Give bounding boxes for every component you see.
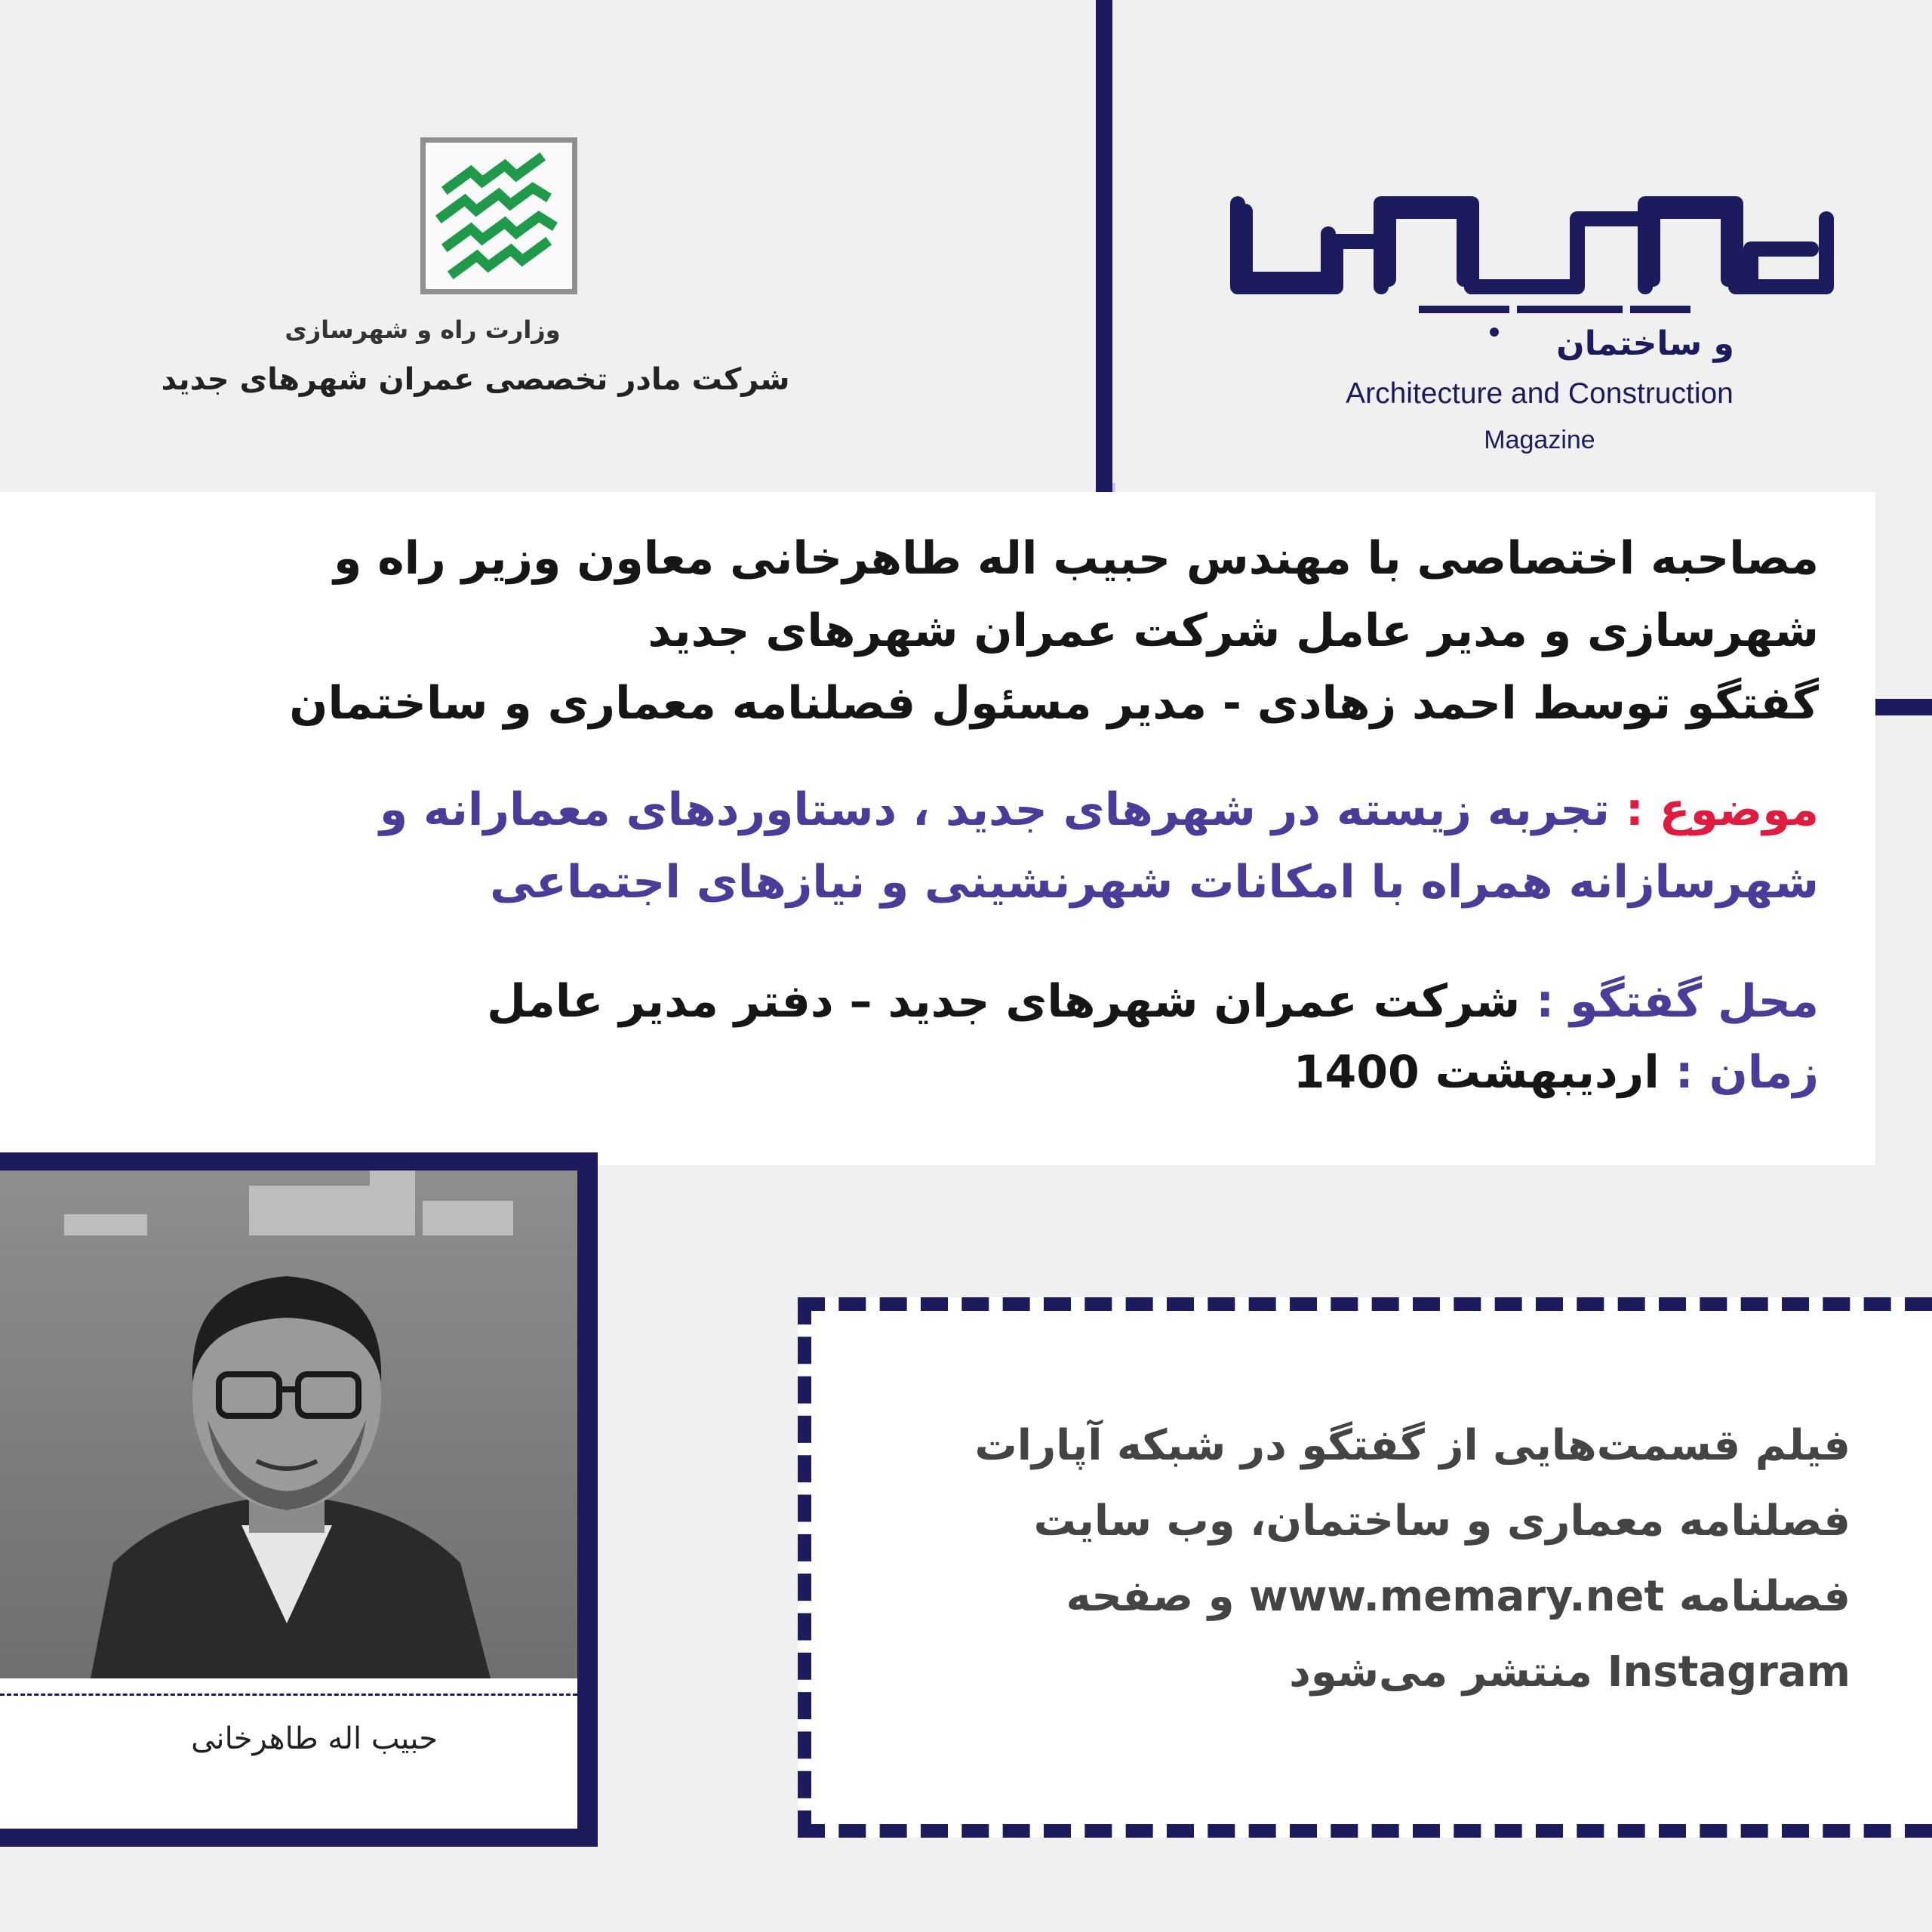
headline-line-1: مصاحبه اختصاصی با مهندس حبیب اله طاهرخانی معاون وزیر راه و — [334, 532, 1819, 585]
interview-card — [0, 492, 1875, 1165]
place-value: شرکت عمران شهرهای جدید – دفتر مدیر عامل — [487, 975, 1521, 1028]
topic-line-2: شهرسازانه همراه با امکانات شهرنشینی و نیازهای اجتماعی — [490, 856, 1819, 909]
magazine-logo-subtitle: و ساختمان — [1556, 325, 1734, 363]
time-value: اردیبهشت 1400 — [1293, 1046, 1660, 1099]
topic-line-1 — [91, 783, 1819, 836]
ministry-name: وزارت راه و شهرسازی — [285, 315, 561, 344]
time-line — [91, 1046, 1819, 1099]
magazine-name-en-sub: Magazine — [1484, 426, 1595, 454]
info-line-1: فیلم قسمت‌هایی از گفتگو در شبکه آپارات — [974, 1421, 1850, 1470]
magazine-logo — [1223, 174, 1849, 370]
headline-line-3: گفتگو توسط احمد زهادی - مدیر مسئول فصلنامه معماری و ساختمان — [289, 677, 1819, 730]
time-label: زمان : — [1675, 1046, 1819, 1099]
info-text — [860, 1408, 1850, 1710]
info-line-4: Instagram منتشر می‌شود — [1289, 1647, 1850, 1697]
company-name: شرکت مادر تخصصی عمران شهرهای جدید — [161, 362, 790, 397]
info-line-2: فصلنامه معماری و ساختمان، وب سایت — [1033, 1497, 1850, 1546]
frame-line-horizontal — [1870, 699, 1932, 715]
portrait-caption: حبیب اله طاهرخانی — [191, 1721, 438, 1756]
place-label: محل گفتگو : — [1536, 975, 1819, 1028]
info-line-3: فصلنامه www.memary.net و صفحه — [1066, 1572, 1850, 1621]
topic-label: موضوع : — [1625, 783, 1819, 836]
topic-text-1: تجربه زیسته در شهرهای جدید ، دستاوردهای معمارانه و — [379, 783, 1610, 836]
place-line — [91, 975, 1819, 1028]
portrait-photo — [0, 1171, 577, 1678]
headline-line-2: شهرسازی و مدیر عامل شرکت عمران شهرهای جدید — [648, 605, 1819, 657]
caption-divider — [0, 1694, 577, 1696]
frame-line-vertical — [1096, 0, 1112, 498]
ministry-logo-icon — [420, 137, 577, 294]
magazine-name-en: Architecture and Construction — [1346, 377, 1734, 410]
